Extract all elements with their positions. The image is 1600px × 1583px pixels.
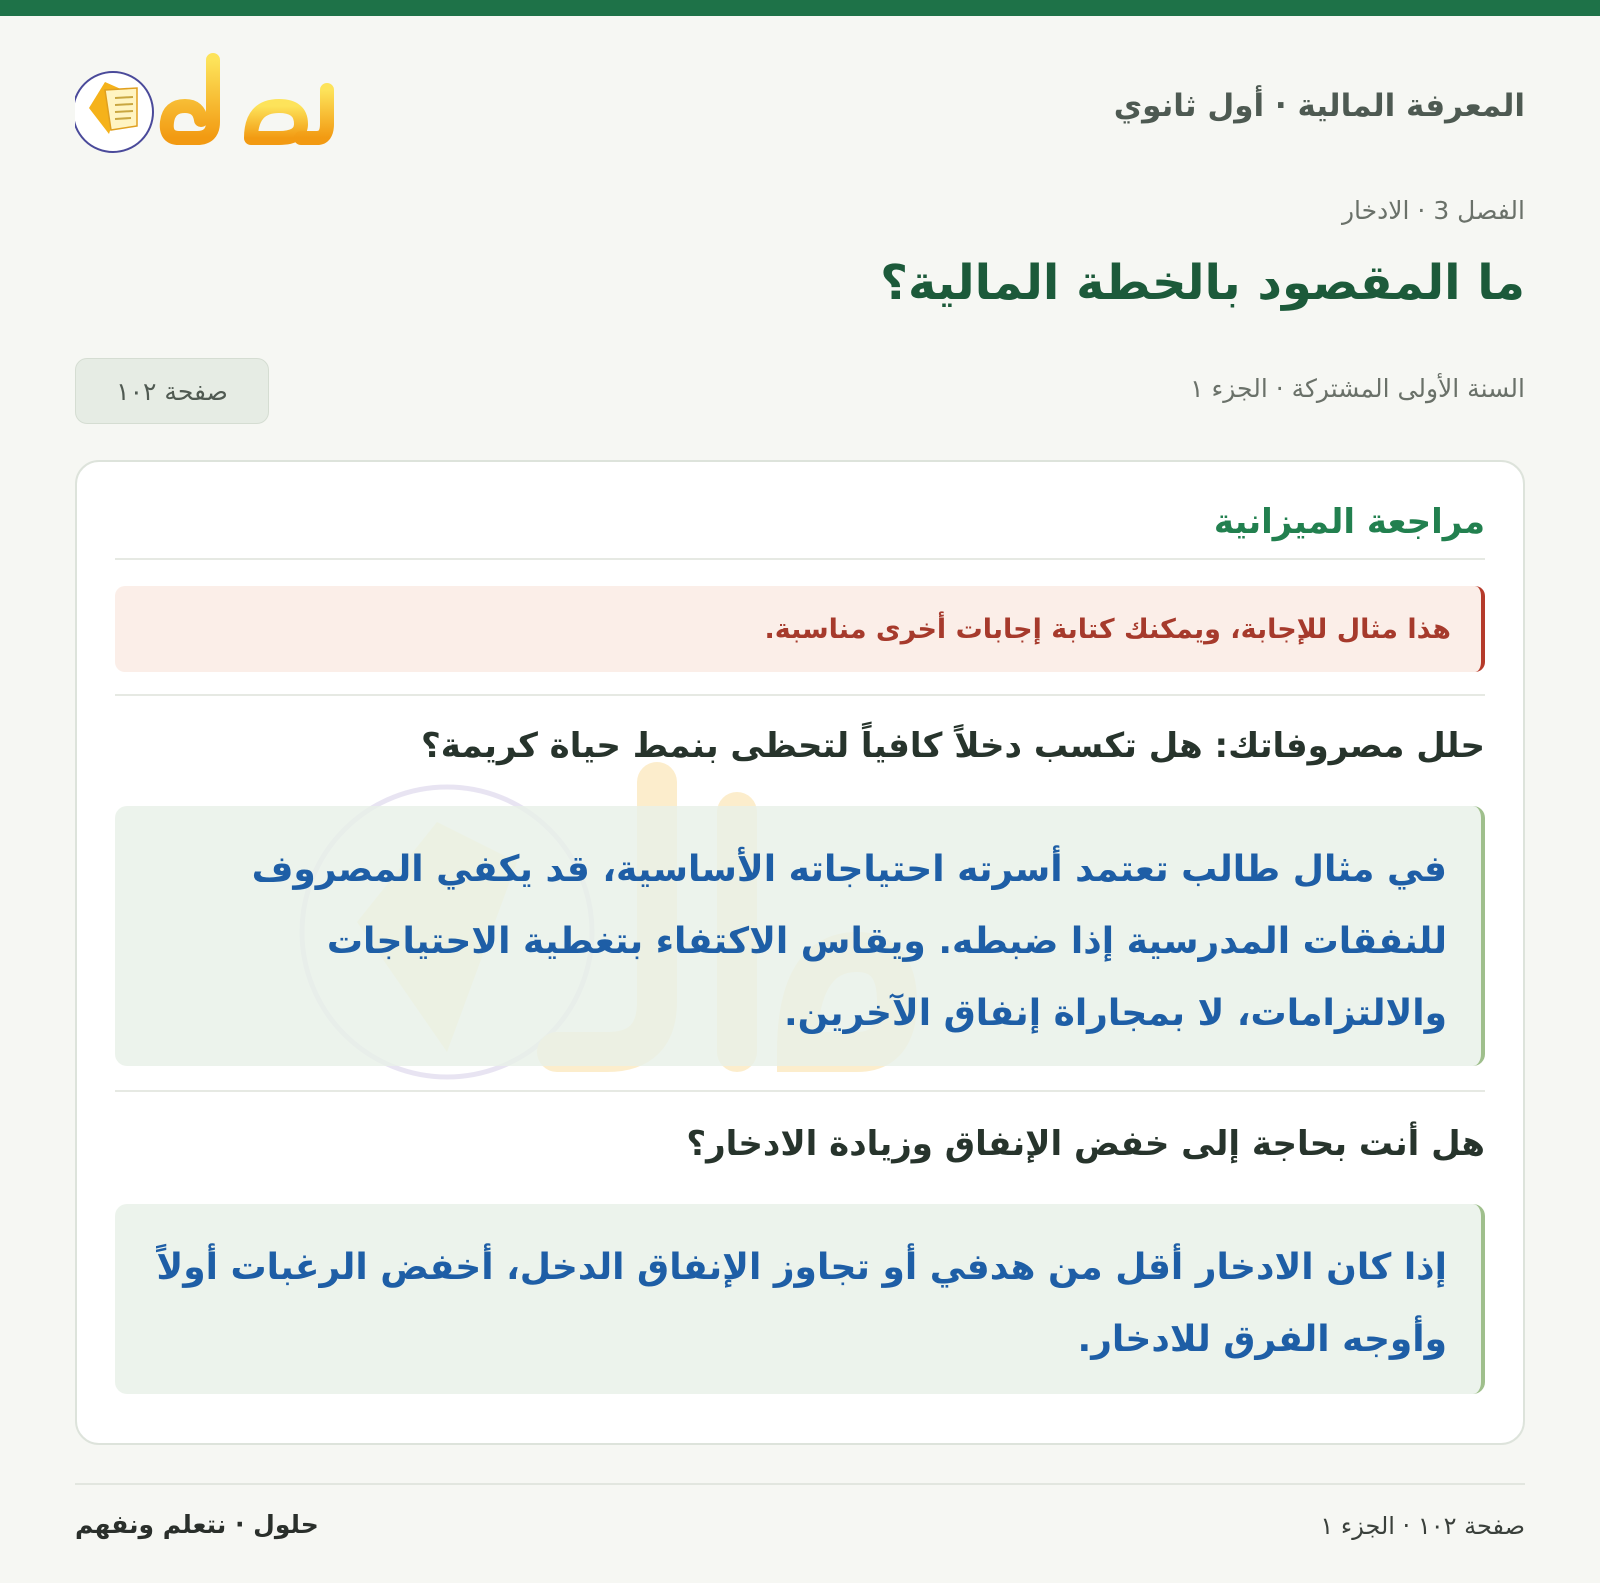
divider: [115, 694, 1485, 696]
example-note: [115, 586, 1485, 672]
question-2: هل أنت بحاجة إلى خفض الإنفاق وزيادة الادخار؟: [686, 1124, 1485, 1164]
footer-page-info: صفحة ١٠٢ · الجزء ١: [1320, 1512, 1525, 1540]
subject-title: المعرفة المالية · أول ثانوي: [1113, 88, 1525, 124]
top-accent-bar: [0, 0, 1600, 16]
note-text: هذا مثال للإجابة، ويمكنك كتابة إجابات أخرى مناسبة.: [764, 613, 1451, 645]
page-header: [75, 50, 1525, 160]
page-title: ما المقصود بالخطة المالية؟: [880, 255, 1525, 311]
answer-1: في مثال طالب تعتمد أسرته احتياجاته الأساسية، قد يكفي المصروف للنفقات المدرسية إذا ضبطه. ويقاس الاكتفاء بتغطية الاحتياجات والالتزامات، لا بمجاراة إنفاق الآخرين.: [115, 806, 1485, 1066]
answer-2: إذا كان الادخار أقل من هدفي أو تجاوز الإنفاق الدخل، أخفض الرغبات أولاً وأوجه الفرق للادخار.: [115, 1204, 1485, 1394]
footer-divider: [75, 1483, 1525, 1485]
review-card: [75, 460, 1525, 1445]
chapter-label: الفصل 3 · الادخار: [1341, 196, 1525, 225]
divider: [115, 1090, 1485, 1092]
divider: [115, 558, 1485, 560]
book-logo-icon: [75, 50, 335, 160]
page-number-badge: صفحة ١٠٢: [75, 358, 269, 424]
book-meta: السنة الأولى المشتركة · الجزء ١: [1190, 374, 1525, 403]
section-title: مراجعة الميزانية: [1213, 502, 1485, 542]
question-1: حلل مصروفاتك: هل تكسب دخلاً كافياً لتحظى بنمط حياة كريمة؟: [421, 726, 1485, 766]
site-logo[interactable]: [75, 50, 335, 160]
footer-brand: حلول · نتعلم ونفهم: [75, 1510, 319, 1539]
